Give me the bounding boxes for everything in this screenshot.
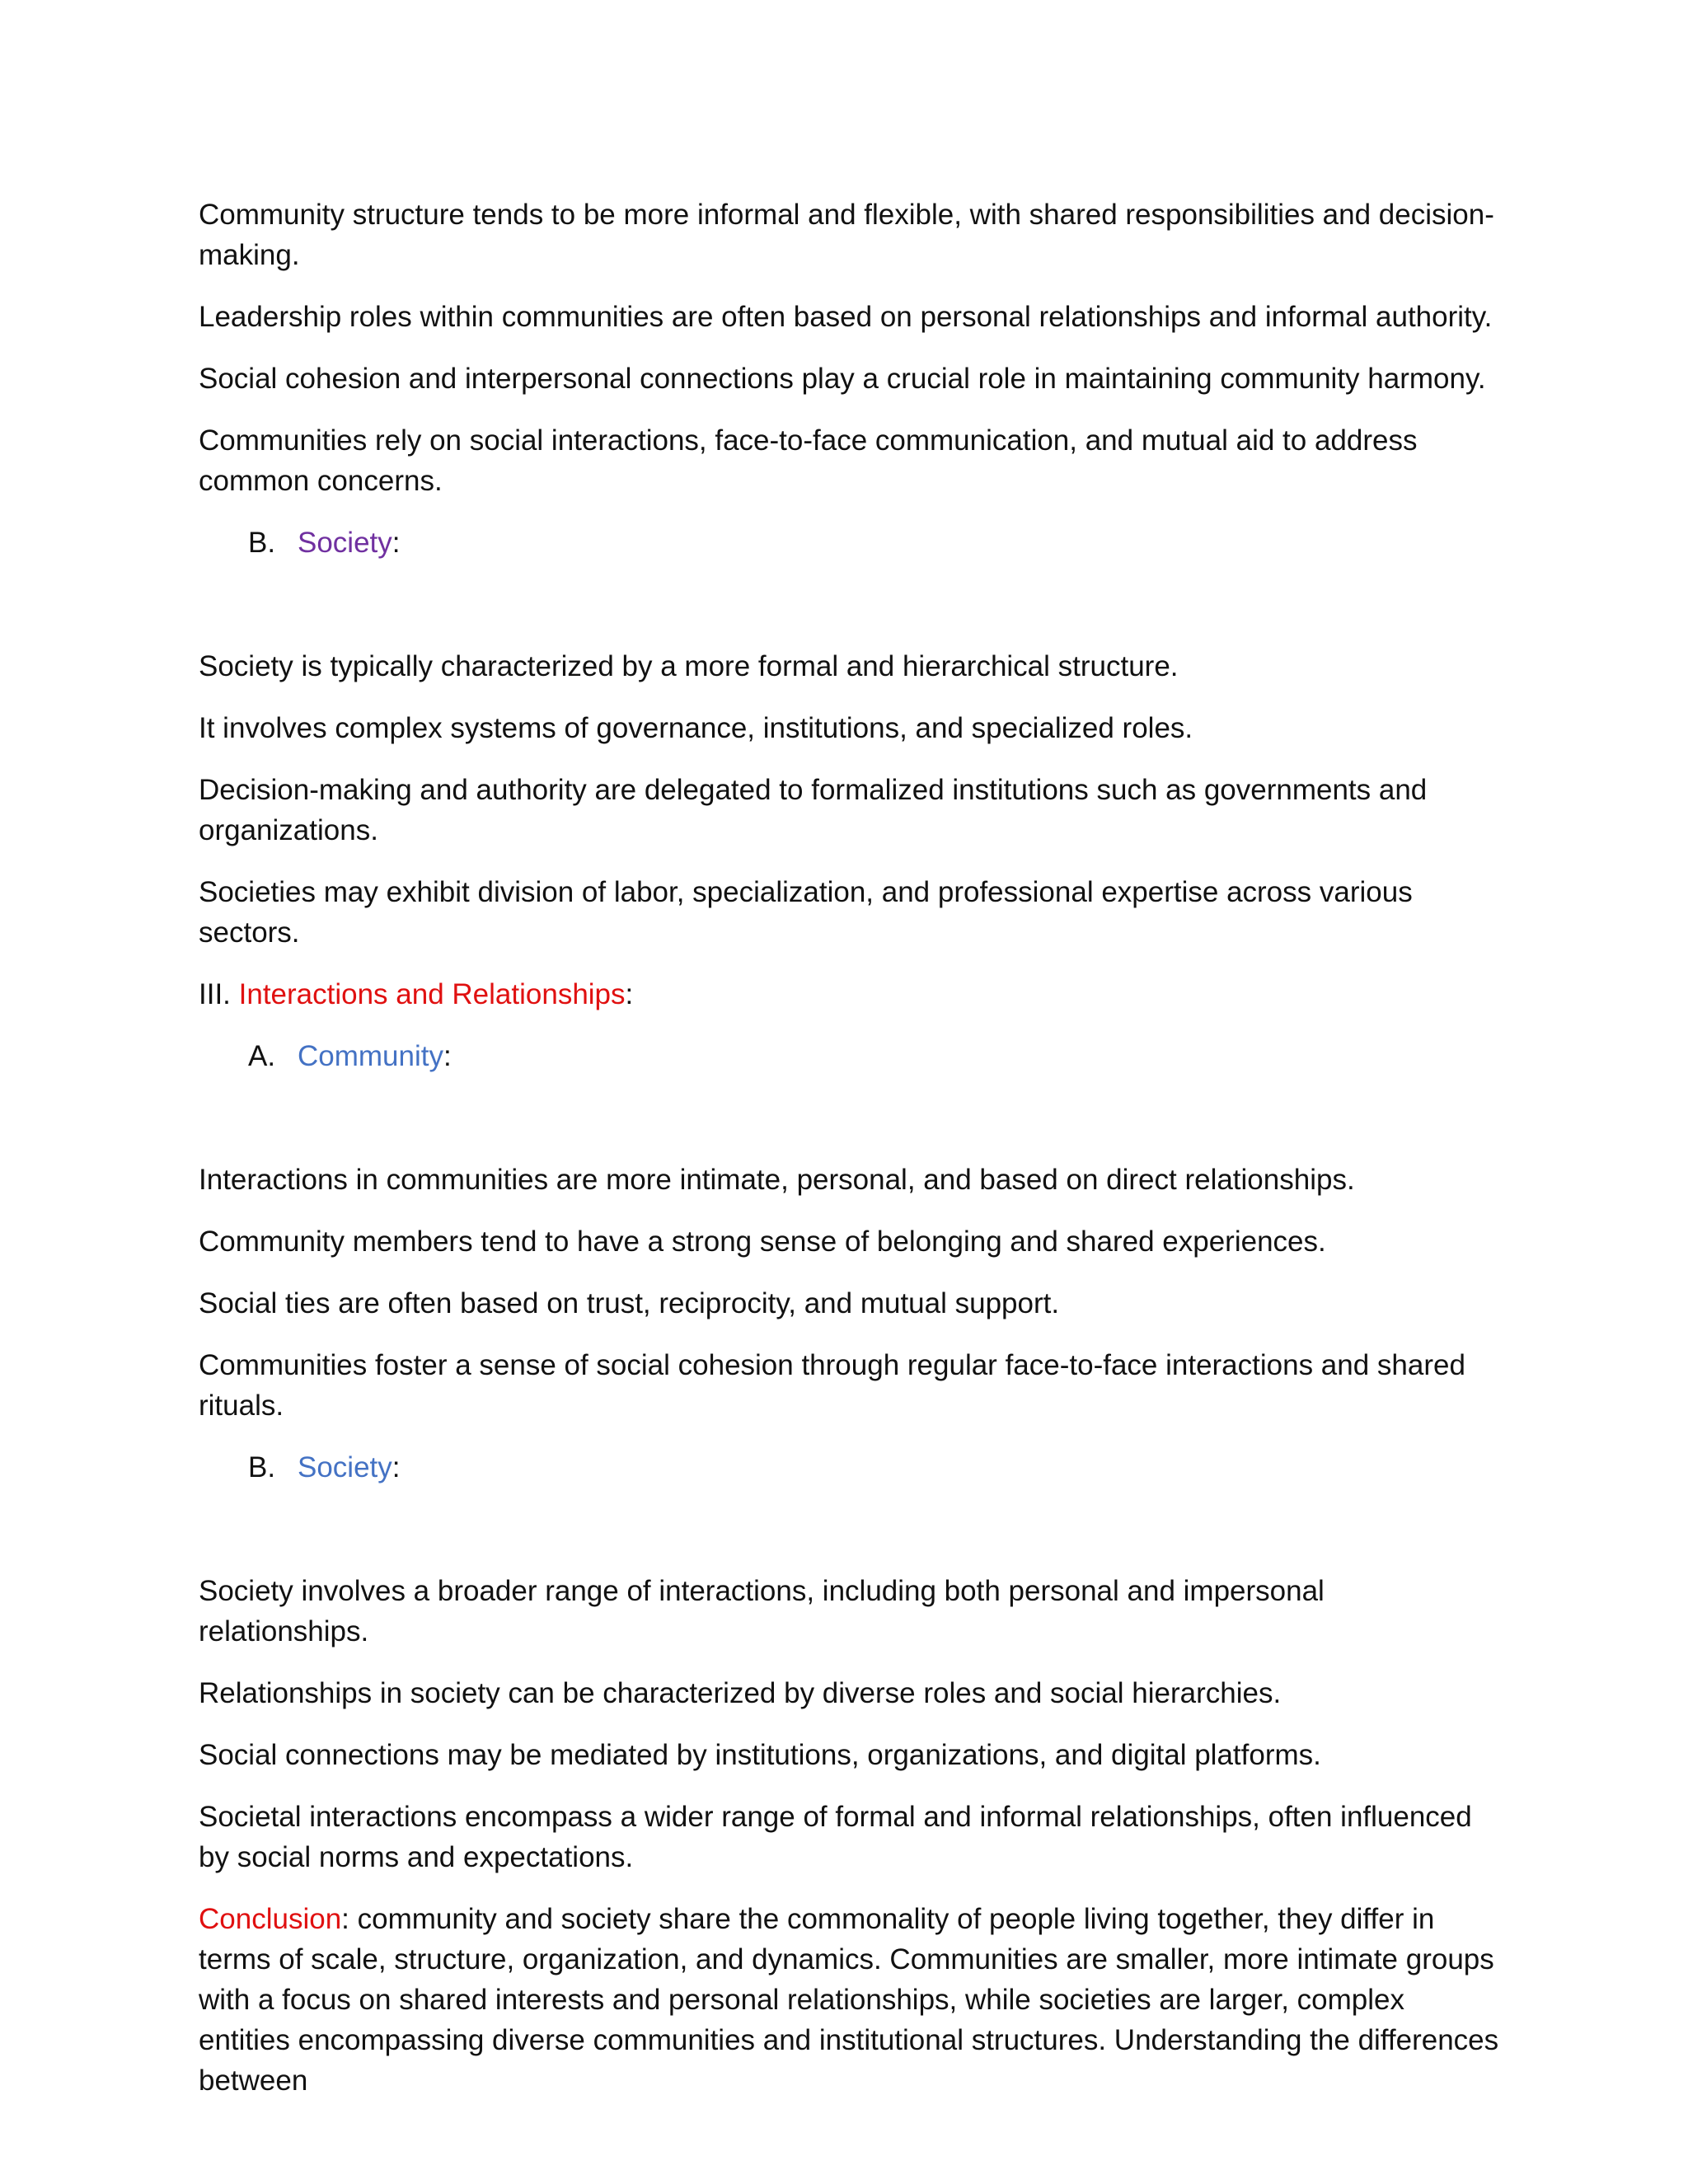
paragraph-community-structure-3: Social cohesion and interpersonal connections play a crucial role in maintaining community harmony. (199, 363, 1486, 395)
paragraph-community-interactions-2: Community members tend to have a strong sense of belonging and shared experiences. (199, 1226, 1326, 1258)
list-item-society-structure (199, 523, 1501, 563)
paragraph-community-interactions-4: Communities foster a sense of social cohesion through regular face-to-face interactions and shared rituals. (199, 1349, 1465, 1422)
paragraph-society-interactions-1: Society involves a broader range of interactions, including both personal and impersonal relationships. (199, 1575, 1325, 1647)
spacer (199, 1098, 1501, 1160)
paragraph-society-interactions-3: Social connections may be mediated by institutions, organizations, and digital platforms. (199, 1739, 1321, 1771)
heading-interactions: Interactions and Relationships (238, 978, 626, 1010)
list-marker: A. (248, 1040, 276, 1072)
heading-colon: : (625, 978, 634, 1010)
heading-conclusion: Conclusion (199, 1903, 342, 1935)
paragraph-community-interactions-1: Interactions in communities are more intimate, personal, and based on direct relationships. (199, 1164, 1355, 1196)
heading-community: Community (298, 1040, 443, 1072)
list-marker: B. (248, 527, 276, 559)
list-item-heading (298, 1447, 401, 1488)
list-item-society-interactions (199, 1447, 1501, 1488)
paragraph-community-structure-2: Leadership roles within communities are often based on personal relationships and informal authority. (199, 301, 1493, 333)
list-item-heading (298, 1036, 452, 1076)
section-heading-interactions (199, 974, 1501, 1015)
spacer (199, 1509, 1501, 1571)
heading-colon: : (443, 1040, 452, 1072)
spacer (199, 584, 1501, 646)
heading-society: Society (298, 1451, 392, 1483)
heading-society: Society (298, 527, 392, 559)
paragraph-society-interactions-2: Relationships in society can be characterized by diverse roles and social hierarchies. (199, 1677, 1282, 1709)
conclusion-text: : community and society share the commonality of people living together, they differ in terms of scale, structure, organization, and dynamics. Communities are smaller, more intimate groups with a focus on shared interests and personal relationships, while societies are larger, complex entities encompassing diverse communities and institutional structures. Understanding the differences between (199, 1903, 1499, 2097)
list-item-community-interactions (199, 1036, 1501, 1076)
paragraph-conclusion (199, 1899, 1501, 2101)
roman-numeral: III. (199, 978, 239, 1010)
paragraph-community-interactions-3: Social ties are often based on trust, reciprocity, and mutual support. (199, 1287, 1060, 1319)
paragraph-society-structure-3: Decision-making and authority are delegated to formalized institutions such as governments and organizations. (199, 774, 1428, 846)
paragraph-society-structure-2: It involves complex systems of governance, institutions, and specialized roles. (199, 712, 1193, 744)
paragraph-society-structure-1: Society is typically characterized by a more formal and hierarchical structure. (199, 650, 1179, 682)
paragraph-community-structure-1: Community structure tends to be more informal and flexible, with shared responsibilities and decision-making. (199, 199, 1494, 271)
paragraph-society-structure-4: Societies may exhibit division of labor, specialization, and professional expertise across various sectors. (199, 876, 1413, 949)
heading-colon: : (392, 527, 401, 559)
list-marker: B. (248, 1451, 276, 1483)
list-item-heading (298, 523, 401, 563)
heading-colon: : (392, 1451, 401, 1483)
paragraph-community-structure-4: Communities rely on social interactions, face-to-face communication, and mutual aid to address common concerns. (199, 424, 1418, 497)
document-body (199, 194, 1501, 2122)
paragraph-society-interactions-4: Societal interactions encompass a wider range of formal and informal relationships, often influenced by social norms and expectations. (199, 1801, 1472, 1873)
